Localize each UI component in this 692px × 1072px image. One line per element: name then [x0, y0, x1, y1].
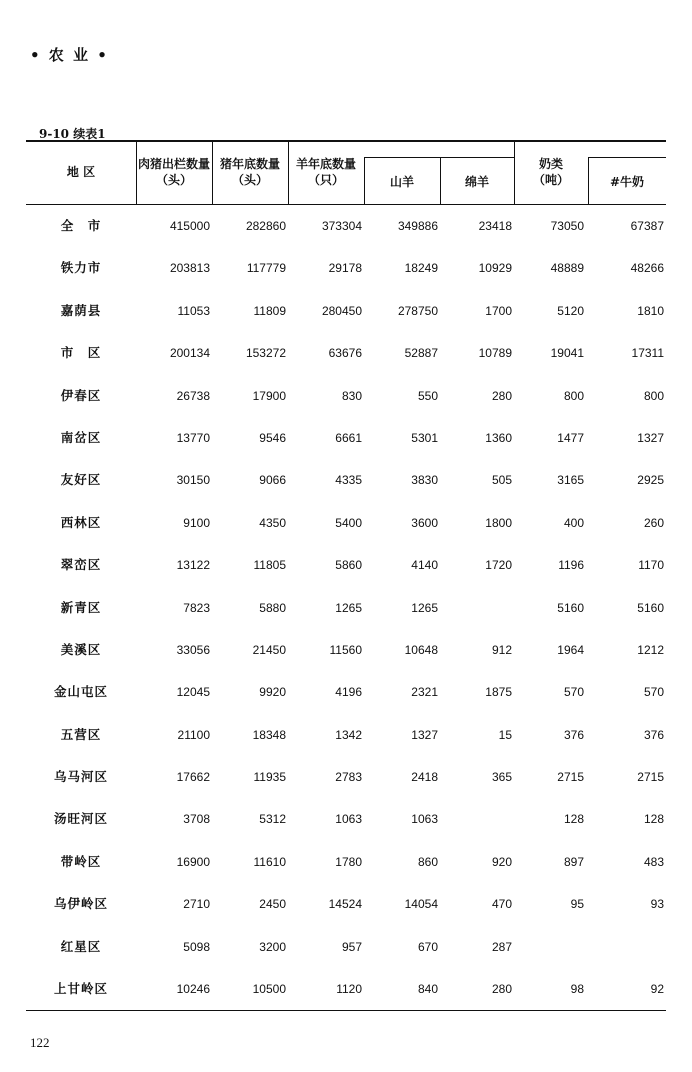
cell-goat: 349886: [397, 219, 438, 233]
region-name: 南岔区: [60, 429, 102, 445]
table-row: [26, 756, 666, 798]
cell-sheep-stock: 5860: [335, 558, 362, 573]
cell-pig-stock: 11610: [253, 854, 286, 869]
cell-goat: 3600: [411, 515, 438, 530]
cell-milk: 5160: [557, 600, 584, 615]
cell-cow-milk: 1170: [638, 558, 664, 573]
cell-pork-out: 26738: [176, 388, 210, 403]
table-row: [26, 671, 666, 713]
region-name: 乌伊岭区: [53, 896, 108, 912]
cell-goat: 52887: [404, 346, 438, 361]
region-name: 乌马河区: [53, 769, 108, 785]
table-row: [26, 629, 666, 671]
table-row: [26, 502, 666, 544]
cell-sheep-stock: 11560: [329, 642, 362, 657]
cell-sheep-stock: 830: [341, 388, 362, 403]
header-divider: [212, 142, 213, 204]
cell-pork-out: 33056: [176, 642, 210, 657]
table-row: [26, 798, 666, 840]
cell-goat: 278750: [397, 303, 438, 318]
cell-pork-out: 17662: [176, 770, 210, 785]
cell-pig-stock: 17900: [252, 388, 286, 403]
table-body: [26, 205, 666, 1011]
region-name: 金山屯区: [53, 684, 108, 700]
header-divider: [588, 158, 589, 204]
cell-sheep-stock: 2783: [335, 770, 362, 785]
header-divider: [514, 142, 515, 204]
region-name: 五营区: [60, 726, 102, 742]
cell-sheep-stock: 5400: [335, 515, 362, 530]
cell-sheep-stock: 1120: [336, 982, 362, 997]
header-divider: [136, 142, 137, 204]
cell-milk: 1477: [557, 430, 584, 445]
cell-pig-stock: 3200: [259, 939, 286, 954]
header-divider: [364, 158, 365, 204]
cell-goat: 1063: [411, 812, 438, 827]
table-row: [26, 841, 666, 883]
page-number: 122: [30, 1035, 50, 1050]
cell-cow-milk: 483: [643, 854, 664, 869]
table-row: [26, 544, 666, 586]
region-name: 汤旺河区: [53, 811, 108, 827]
cell-milk: 48889: [550, 261, 584, 276]
cell-milk: 897: [563, 854, 584, 869]
cell-cow-milk: 800: [643, 388, 664, 403]
cell-cow-milk: 2925: [637, 473, 664, 488]
region-name: 翠峦区: [60, 557, 102, 573]
cell-sheep: 1360: [485, 430, 512, 445]
cell-milk: 3165: [557, 473, 584, 488]
cell-sheep: 1720: [485, 558, 512, 573]
cell-pork-out: 2710: [183, 897, 210, 912]
table-row: [26, 205, 666, 247]
cell-sheep: 15: [498, 727, 512, 742]
cell-pig-stock: 11935: [253, 770, 286, 785]
cell-pork-out: 5098: [183, 939, 210, 954]
cell-pork-out: 3708: [183, 812, 210, 827]
cell-pork-out: 12045: [176, 685, 210, 700]
cell-sheep-stock: 6661: [335, 430, 362, 445]
cell-pork-out: 13770: [176, 430, 210, 445]
header-cow-milk: #牛奶: [609, 175, 645, 189]
region-name: 铁力市: [60, 260, 102, 276]
cell-sheep: 365: [491, 770, 512, 785]
cell-cow-milk: 1327: [637, 430, 664, 445]
cell-milk: 95: [570, 897, 584, 912]
cell-sheep-stock: 29178: [328, 261, 362, 276]
cell-sheep: 1700: [485, 303, 512, 318]
header-milk: 奶类 （吨）: [532, 157, 569, 187]
cell-pig-stock: 117779: [246, 261, 286, 276]
table-row: [26, 375, 666, 417]
region-name: 美溪区: [60, 641, 102, 657]
header-subrule: [364, 157, 514, 158]
cell-sheep-stock: 1780: [335, 854, 362, 869]
cell-pork-out: 203813: [169, 261, 210, 276]
region-name: 全 市: [60, 218, 102, 233]
header-sheep: 绵羊: [464, 175, 489, 189]
cell-goat: 1265: [411, 600, 438, 615]
cell-cow-milk: 1810: [637, 303, 664, 318]
header-region: 地 区: [66, 165, 96, 179]
table-row: [26, 926, 666, 968]
cell-goat: 2418: [411, 770, 438, 785]
cell-pork-out: 7823: [183, 600, 210, 615]
cell-cow-milk: 570: [643, 685, 664, 700]
table-row: [26, 332, 666, 374]
cell-goat: 670: [417, 939, 438, 954]
cell-milk: 570: [563, 685, 584, 700]
table-header: [26, 140, 666, 205]
cell-pork-out: 13122: [176, 558, 210, 573]
table-caption: 9-10 续表1: [39, 127, 106, 141]
cell-goat: 18249: [404, 261, 438, 276]
cell-goat: 5301: [411, 430, 438, 445]
cell-milk: 5120: [557, 303, 584, 318]
cell-pork-out: 16900: [176, 854, 210, 869]
table-row: [26, 587, 666, 629]
cell-milk: 1196: [558, 558, 584, 573]
cell-sheep: 23418: [478, 219, 512, 233]
cell-cow-milk: 92: [650, 982, 664, 997]
cell-pig-stock: 153272: [245, 346, 286, 361]
cell-cow-milk: 67387: [630, 219, 664, 233]
cell-goat: 2321: [411, 685, 438, 700]
header-sheep-stock: 羊年底数量 （只）: [295, 157, 356, 187]
cell-sheep-stock: 14524: [328, 897, 362, 912]
cell-goat: 840: [417, 982, 438, 997]
cell-goat: 860: [417, 854, 438, 869]
header-goat: 山羊: [389, 175, 414, 189]
region-name: 市 区: [60, 345, 102, 361]
cell-milk: 98: [570, 982, 584, 997]
cell-cow-milk: 2715: [637, 770, 664, 785]
cell-sheep-stock: 1265: [335, 600, 362, 615]
cell-sheep: 280: [491, 388, 512, 403]
cell-cow-milk: 17311: [631, 346, 664, 361]
cell-sheep: 280: [491, 982, 512, 997]
table-row: [26, 417, 666, 459]
cell-sheep: 287: [491, 939, 512, 954]
cell-pig-stock: 5880: [259, 600, 286, 615]
cell-sheep-stock: 280450: [321, 303, 362, 318]
cell-cow-milk: 260: [643, 515, 664, 530]
cell-sheep: 920: [491, 854, 512, 869]
cell-sheep: 1800: [485, 515, 512, 530]
cell-sheep-stock: 63676: [328, 346, 362, 361]
cell-goat: 3830: [411, 473, 438, 488]
cell-goat: 14054: [404, 897, 438, 912]
cell-pig-stock: 5312: [259, 812, 286, 827]
cell-pig-stock: 9066: [259, 473, 286, 488]
statistics-table: [26, 140, 666, 1011]
cell-cow-milk: 48266: [630, 261, 664, 276]
region-name: 伊春区: [60, 387, 102, 403]
table-row: [26, 883, 666, 925]
cell-pig-stock: 18348: [252, 727, 286, 742]
table-row: [26, 459, 666, 501]
cell-sheep-stock: 1063: [335, 812, 362, 827]
cell-pig-stock: 282860: [245, 219, 286, 233]
table-row: [26, 714, 666, 756]
cell-milk: 400: [563, 515, 584, 530]
cell-milk: 2715: [557, 770, 584, 785]
table-row: [26, 968, 666, 1010]
cell-milk: 19041: [550, 346, 584, 361]
cell-cow-milk: 128: [643, 812, 664, 827]
cell-goat: 4140: [411, 558, 438, 573]
cell-pig-stock: 4350: [259, 515, 286, 530]
cell-goat: 550: [417, 388, 438, 403]
header-subrule: [588, 157, 666, 158]
cell-pork-out: 200134: [169, 346, 210, 361]
cell-goat: 10648: [404, 642, 438, 657]
cell-sheep-stock: 373304: [321, 219, 362, 233]
cell-sheep: 10929: [478, 261, 512, 276]
cell-sheep: 470: [491, 897, 512, 912]
cell-cow-milk: 5160: [637, 600, 664, 615]
cell-pork-out: 9100: [183, 515, 210, 530]
cell-pork-out: 10246: [176, 982, 210, 997]
cell-pork-out: 30150: [176, 473, 210, 488]
cell-milk: 73050: [550, 219, 584, 233]
region-name: 友好区: [60, 472, 102, 488]
region-name: 红星区: [60, 938, 102, 954]
cell-sheep-stock: 4335: [335, 473, 362, 488]
cell-sheep: 10789: [478, 346, 512, 361]
cell-sheep-stock: 4196: [335, 685, 362, 700]
cell-cow-milk: 93: [650, 897, 664, 912]
header-pork-out: 肉猪出栏数量 （头）: [137, 157, 210, 187]
region-name: 西林区: [60, 514, 102, 530]
cell-pork-out: 11053: [177, 303, 210, 318]
cell-sheep: 912: [491, 642, 512, 657]
cell-pig-stock: 11809: [253, 303, 286, 318]
cell-milk: 1964: [557, 642, 584, 657]
cell-pig-stock: 10500: [252, 982, 286, 997]
table-row: [26, 247, 666, 289]
cell-pig-stock: 21450: [252, 642, 286, 657]
region-name: 带岭区: [60, 853, 102, 869]
cell-sheep-stock: 1342: [335, 727, 362, 742]
header-divider: [440, 158, 441, 204]
cell-pork-out: 415000: [169, 219, 210, 233]
section-header: • 农 业 •: [30, 46, 109, 64]
cell-cow-milk: 1212: [637, 642, 664, 657]
cell-pig-stock: 9920: [259, 685, 286, 700]
cell-sheep-stock: 957: [341, 939, 362, 954]
region-name: 嘉荫县: [60, 302, 102, 318]
cell-cow-milk: 376: [643, 727, 664, 742]
cell-sheep: 505: [491, 473, 512, 488]
header-pig-stock: 猪年底数量 （头）: [219, 157, 280, 187]
cell-pork-out: 21100: [177, 727, 210, 742]
cell-milk: 800: [563, 388, 584, 403]
cell-pig-stock: 11805: [253, 558, 286, 573]
cell-pig-stock: 9546: [259, 430, 286, 445]
table-row: [26, 290, 666, 332]
cell-milk: 128: [563, 812, 584, 827]
cell-milk: 376: [563, 727, 584, 742]
region-name: 新青区: [60, 599, 102, 615]
cell-sheep: 1875: [485, 685, 512, 700]
region-name: 上甘岭区: [53, 981, 108, 997]
cell-goat: 1327: [411, 727, 438, 742]
cell-pig-stock: 2450: [259, 897, 286, 912]
header-divider: [288, 142, 289, 204]
